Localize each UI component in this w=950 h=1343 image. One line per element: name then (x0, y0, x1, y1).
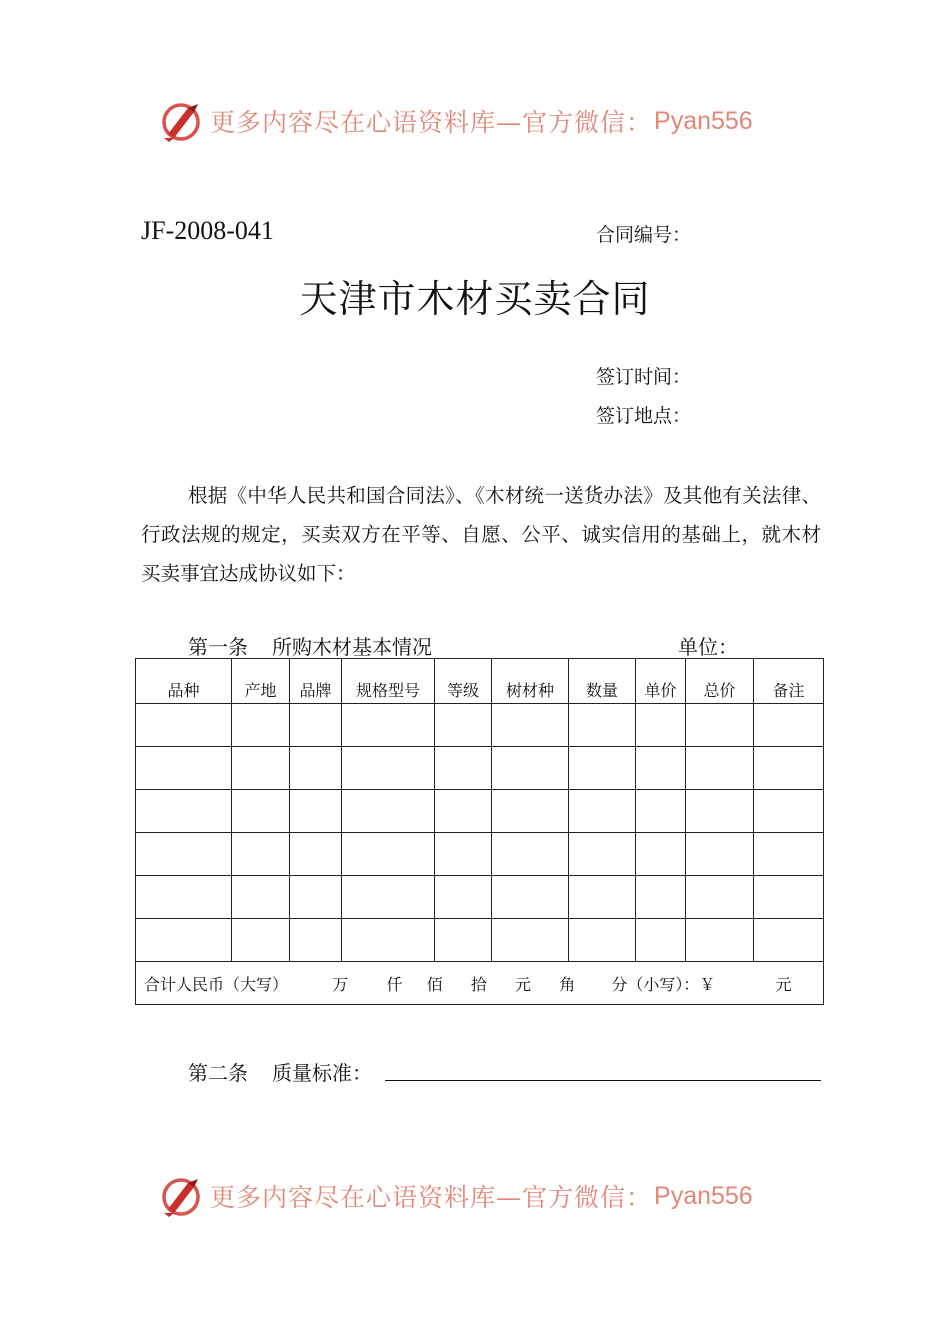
table-cell (232, 790, 290, 833)
article-2-title: 质量标准： (272, 1061, 372, 1085)
column-header: 总价 (686, 659, 754, 704)
table-cell (136, 747, 232, 790)
total-jiao: 角 (559, 974, 576, 994)
pen-logo-icon (158, 1173, 204, 1219)
table-cell (686, 790, 754, 833)
table-cell (136, 790, 232, 833)
table-cell (435, 833, 492, 876)
table-row (136, 833, 824, 876)
article-1-title: 所购木材基本情况 (272, 635, 432, 659)
table-cell (636, 876, 686, 919)
watermark-text: 更多内容尽在心语资料库—官方微信： (210, 1183, 653, 1212)
table-cell (232, 919, 290, 962)
table-cell (342, 876, 435, 919)
table-cell (754, 790, 824, 833)
table-cell (636, 833, 686, 876)
table-row (136, 919, 824, 962)
table-cell (342, 747, 435, 790)
table-cell (569, 790, 636, 833)
table-cell (686, 704, 754, 747)
table-cell (636, 747, 686, 790)
total-bai: 佰 (426, 974, 443, 994)
total-shi: 拾 (470, 974, 487, 994)
table-cell (492, 876, 569, 919)
sign-time-label: 签订时间： (596, 366, 692, 388)
document-code: JF-2008-041 (141, 216, 274, 245)
table-cell (569, 704, 636, 747)
unit-label: 单位： (678, 635, 738, 659)
table-row (136, 790, 824, 833)
quality-standard-blank (385, 1080, 821, 1081)
watermark-wechat-id: Pyan556 (654, 1181, 753, 1210)
total-yuan: 元 (515, 974, 532, 994)
table-cell (290, 833, 342, 876)
table-cell (290, 919, 342, 962)
table-cell (342, 704, 435, 747)
table-cell (686, 747, 754, 790)
table-cell (290, 876, 342, 919)
table-cell (290, 790, 342, 833)
table-cell (342, 833, 435, 876)
table-cell (754, 747, 824, 790)
total-label: 合计人民币（大写） (144, 974, 289, 994)
table-cell (290, 747, 342, 790)
article-2-number: 第二条 (188, 1061, 248, 1085)
table-cell (136, 833, 232, 876)
table-cell (686, 876, 754, 919)
article-2-heading (188, 1057, 372, 1086)
column-header: 备注 (754, 659, 824, 704)
table-cell (136, 704, 232, 747)
table-cell (492, 833, 569, 876)
column-header: 品种 (136, 659, 232, 704)
table-cell (636, 704, 686, 747)
column-header: 单价 (636, 659, 686, 704)
total-fen-small: 分（小写）：￥ (611, 974, 716, 994)
table-cell (636, 919, 686, 962)
table-cell (686, 833, 754, 876)
table-row (136, 704, 824, 747)
column-header: 规格型号 (342, 659, 435, 704)
table-cell (492, 790, 569, 833)
column-header: 等级 (435, 659, 492, 704)
watermark-top (158, 97, 753, 145)
table-cell (290, 704, 342, 747)
table-cell (569, 747, 636, 790)
watermark-text: 更多内容尽在心语资料库—官方微信： (210, 108, 653, 137)
table-cell (435, 747, 492, 790)
column-header: 产地 (232, 659, 290, 704)
table-row (136, 747, 824, 790)
total-yuan-small: 元 (775, 974, 792, 994)
table-cell (569, 833, 636, 876)
table-cell (754, 704, 824, 747)
article-1-heading (188, 631, 432, 660)
table-cell (136, 876, 232, 919)
table-cell (136, 919, 232, 962)
page-title: 天津市木材买卖合同 (299, 277, 651, 321)
total-qian: 仟 (386, 974, 403, 994)
column-header: 树材种 (492, 659, 569, 704)
table-cell (754, 919, 824, 962)
table-cell (342, 790, 435, 833)
table-cell (435, 790, 492, 833)
table-cell (569, 919, 636, 962)
total-cell (136, 962, 824, 1005)
table-header-row (136, 659, 824, 704)
table-row (136, 876, 824, 919)
total-wan: 万 (332, 974, 349, 994)
table-cell (435, 876, 492, 919)
total-row (136, 962, 824, 1005)
table-cell (342, 919, 435, 962)
pen-logo-icon (158, 98, 204, 144)
table-cell (569, 876, 636, 919)
table-cell (492, 704, 569, 747)
table-cell (492, 747, 569, 790)
table-cell (232, 704, 290, 747)
table-cell (754, 876, 824, 919)
watermark-bottom (158, 1172, 753, 1220)
table-cell (232, 876, 290, 919)
table-cell (754, 833, 824, 876)
goods-table (135, 658, 824, 1005)
contract-number-label: 合同编号： (596, 224, 692, 246)
table-cell (435, 704, 492, 747)
intro-paragraph: 根据《中华人民共和国合同法》、《木材统一送货办法》及其他有关法律、行政法规的规定，买卖双方在平等、自愿、公平、诚实信用的基础上，就木材买卖事宜达成协议如下： (141, 484, 821, 585)
column-header: 数量 (569, 659, 636, 704)
sign-place-label: 签订地点： (596, 405, 692, 427)
column-header: 品牌 (290, 659, 342, 704)
table-cell (636, 790, 686, 833)
table-cell (232, 747, 290, 790)
article-1-number: 第一条 (188, 635, 248, 659)
table-cell (435, 919, 492, 962)
table-cell (232, 833, 290, 876)
table-cell (686, 919, 754, 962)
watermark-wechat-id: Pyan556 (654, 106, 753, 135)
table-cell (492, 919, 569, 962)
